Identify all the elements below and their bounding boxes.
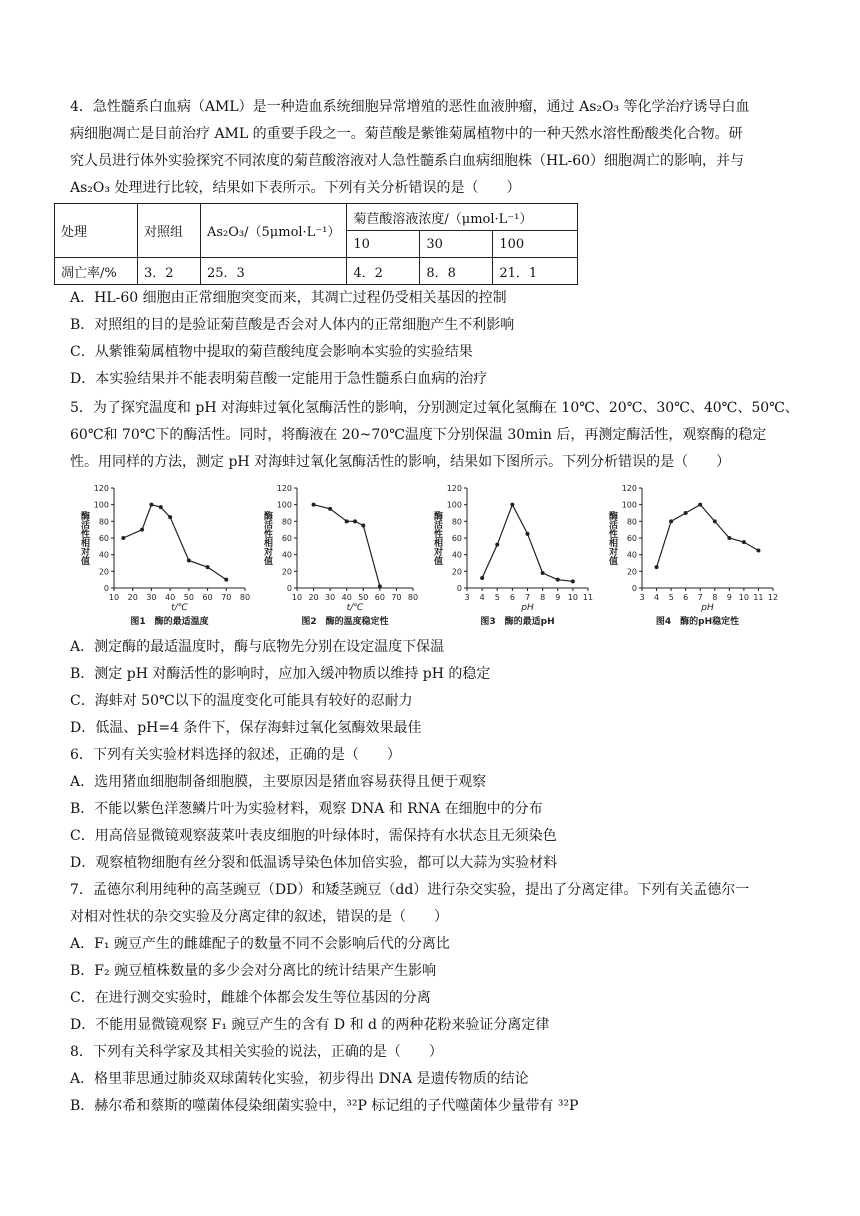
cell-control: 3．2: [138, 258, 201, 285]
q4-option-a: A．HL-60 细胞由正常细胞突变而来，其凋亡过程仍受相关基因的控制: [70, 290, 507, 306]
y-tick-label: 60: [98, 534, 109, 543]
x-tick-label: 12: [767, 593, 779, 602]
figure-3: [425, 478, 600, 637]
figure-caption: 图3 酶的最适pH: [480, 617, 555, 627]
y-tick-label: 20: [281, 567, 292, 577]
data-point: [206, 565, 210, 569]
cell-conc-30: 8．8: [420, 258, 493, 285]
q7-stem-line-2: 对相对性状的杂交实验及分离定律的叙述，错误的是（ ）: [70, 909, 448, 925]
y-tick-label: 80: [626, 517, 637, 527]
x-tick-label: 5: [494, 593, 500, 602]
header-concentration: 菊苣酸溶液浓度/（μmol·L⁻¹）: [347, 204, 578, 231]
x-tick-label: 7: [697, 593, 703, 602]
q4-option-b: B．对照组的目的是验证菊苣酸是否会对人体内的正常细胞产生不利影响: [70, 317, 515, 333]
data-point: [756, 549, 760, 553]
x-tick-label: 11: [582, 593, 594, 602]
q5-option-d: D．低温、pH=4 条件下，保存海蚌过氧化氢酶效果最佳: [70, 720, 422, 736]
q4-stem-line-4: As₂O₃ 处理进行比较，结果如下表所示。下列有关分析错误的是（ ）: [70, 180, 521, 196]
data-point: [556, 578, 560, 582]
q7-option-c: C．在进行测交实验时，雌雄个体都会发生等位基因的分离: [70, 990, 431, 1006]
y-tick-label: 120: [276, 484, 292, 493]
x-tick-label: 8: [540, 593, 546, 602]
y-tick-label: 120: [446, 484, 462, 493]
x-tick-label: 20: [308, 593, 319, 602]
x-tick-label: 80: [407, 593, 419, 602]
conc-30: 30: [420, 231, 493, 258]
x-tick-label: 10: [291, 593, 303, 602]
cell-conc-100: 21．1: [493, 258, 578, 285]
x-tick-label: 30: [325, 593, 336, 602]
figure-4: [600, 478, 785, 637]
results-table: [54, 203, 578, 285]
data-point: [510, 503, 514, 507]
data-point: [495, 543, 499, 547]
series-line: [123, 505, 226, 580]
y-tick-label: 40: [98, 550, 109, 560]
q5-stem-line-3: 性。用同样的方法，测定 pH 对海蚌过氧化氢酶活性的影响，结果如下图所示。下列分析错误的是（ ）: [70, 454, 731, 470]
y-tick-label: 20: [98, 567, 109, 577]
data-point: [140, 528, 144, 532]
header-treatment: 处理: [55, 204, 138, 258]
x-tick-label: 40: [341, 593, 352, 602]
y-tick-label: 60: [451, 534, 462, 543]
q6-stem: 6．下列有关实验材料选择的叙述，正确的是（ ）: [70, 747, 401, 763]
header-control: 对照组: [138, 204, 201, 258]
q5-stem-line-1: 5．为了探究温度和 pH 对海蚌过氧化氢酶活性的影响，分别测定过氧化氢酶在 10℃、20℃、30℃、40℃、50℃、: [70, 400, 799, 416]
q7-option-a: A．F₁ 豌豆产生的雌雄配子的数量不同不会影响后代的分离比: [70, 936, 450, 952]
q4-stem-line-2: 病细胞凋亡是目前治疗 AML 的重要手段之一。菊苣酸是紫锥菊属植物中的一种天然水溶性酚酸类化合物。研: [70, 126, 743, 142]
x-tick-label: 30: [146, 593, 157, 602]
y-tick-label: 40: [451, 550, 462, 560]
figure-caption: 图4 酶的pH稳定性: [655, 617, 740, 627]
y-tick-label: 0: [286, 584, 292, 593]
figure-caption: 图2 酶的温度稳定性: [301, 617, 389, 627]
x-tick-label: 6: [683, 593, 689, 602]
q8-option-b: B．赫尔希和蔡斯的噬菌体侵染细菌实验中，³²P 标记组的子代噬菌体少量带有 ³²P: [70, 1098, 579, 1114]
series-line: [314, 505, 380, 587]
x-axis-label: t/℃: [346, 603, 364, 613]
x-tick-label: 70: [391, 593, 402, 602]
x-tick-label: 3: [464, 593, 470, 602]
y-axis-label: 酶活性相对值: [262, 511, 272, 565]
conc-100: 100: [493, 231, 578, 258]
q8-option-a: A．格里菲思通过肺炎双球菌转化实验，初步得出 DNA 是遗传物质的结论: [70, 1071, 529, 1087]
y-tick-label: 120: [621, 484, 637, 493]
data-point: [713, 519, 717, 523]
x-tick-label: 5: [668, 593, 674, 602]
x-tick-label: 6: [509, 593, 515, 602]
header-as2o3: As₂O₃/（5μmol·L⁻¹）: [201, 204, 347, 258]
data-point: [541, 571, 545, 575]
y-tick-label: 40: [281, 550, 292, 560]
q7-option-b: B．F₂ 豌豆植株数量的多少会对分离比的统计结果产生影响: [70, 963, 437, 979]
x-tick-label: 4: [479, 593, 485, 602]
data-point: [669, 519, 673, 523]
x-axis-label: t/℃: [171, 603, 188, 613]
data-point: [655, 565, 659, 569]
data-point: [328, 507, 332, 511]
x-tick-label: 40: [165, 593, 176, 602]
data-point: [159, 505, 163, 509]
data-point: [345, 519, 349, 523]
x-tick-label: 50: [183, 593, 194, 602]
x-tick-label: 60: [374, 593, 385, 602]
data-point: [353, 519, 357, 523]
q5-option-a: A．测定酶的最适温度时，酶与底物先分别在设定温度下保温: [70, 639, 445, 655]
y-tick-label: 100: [446, 500, 462, 510]
x-tick-label: 4: [654, 593, 660, 602]
x-tick-label: 9: [726, 593, 732, 602]
data-point: [571, 579, 575, 583]
q6-option-a: A．选用猪血细胞制备细胞膜，主要原因是猪血容易获得且便于观察: [70, 774, 487, 790]
q4-option-c: C．从紫锥菊属植物中提取的菊苣酸纯度会影响本实验的实验结果: [70, 344, 473, 360]
data-point: [121, 536, 125, 540]
cell-conc-10: 4．2: [347, 258, 420, 285]
x-tick-label: 3: [639, 593, 645, 602]
q5-stem-line-2: 60℃和 70℃下的酶活性。同时，将酶液在 20~70℃温度下分别保温 30min 后，再测定酶活性，观察酶的稳定: [70, 427, 767, 443]
data-point: [526, 532, 530, 536]
y-tick-label: 100: [621, 500, 637, 510]
series-line: [482, 505, 573, 582]
q4-option-d: D．本实验结果并不能表明菊苣酸一定能用于急性髓系白血病的治疗: [70, 371, 488, 387]
data-point: [727, 536, 731, 540]
q5-option-b: B．测定 pH 对酶活性的影响时，应加入缓冲物质以维持 pH 的稳定: [70, 666, 491, 682]
x-tick-label: 50: [358, 593, 369, 602]
y-tick-label: 80: [98, 517, 109, 527]
cell-as2o3: 25．3: [201, 258, 347, 285]
x-tick-label: 11: [753, 593, 764, 602]
q6-option-c: C．用高倍显微镜观察菠菜叶表皮细胞的叶绿体时，需保持有水状态且无须染色: [70, 828, 557, 844]
x-axis-label: pH: [701, 603, 714, 613]
y-tick-label: 100: [276, 500, 292, 510]
figure-2: [255, 478, 425, 637]
series-line: [657, 505, 759, 568]
q4-stem-line-1: 4．急性髓系白血病（AML）是一种造血系统细胞异常增殖的恶性血液肿瘤，通过 As₂O₃ 等化学治疗诱导白血: [70, 99, 750, 115]
q6-option-b: B．不能以紫色洋葱鳞片叶为实验材料，观察 DNA 和 RNA 在细胞中的分布: [70, 801, 543, 817]
data-point: [149, 503, 153, 507]
data-point: [168, 515, 172, 519]
x-tick-label: 60: [202, 593, 213, 602]
data-point: [224, 578, 228, 582]
q5-option-c: C．海蚌对 50℃以下的温度变化可能具有较好的忍耐力: [70, 693, 413, 709]
x-tick-label: 7: [524, 593, 531, 602]
data-point: [378, 584, 382, 588]
x-tick-label: 70: [221, 593, 232, 602]
x-tick-label: 10: [567, 593, 578, 602]
data-point: [698, 503, 702, 507]
y-tick-label: 100: [93, 500, 109, 510]
figure-1: [72, 478, 257, 637]
y-axis-label: 酶活性相对值: [432, 511, 442, 565]
y-tick-label: 60: [626, 534, 637, 543]
conc-10: 10: [347, 231, 420, 258]
x-tick-label: 20: [127, 593, 138, 602]
y-axis-label: 酶活性相对值: [79, 511, 89, 565]
y-tick-label: 80: [281, 517, 292, 527]
q7-option-d: D．不能用显微镜观察 F₁ 豌豆产生的含有 D 和 d 的两种花粉来验证分离定律: [70, 1017, 550, 1033]
data-point: [742, 540, 746, 544]
figure-caption: 图1 酶的最适温度: [130, 617, 209, 627]
q6-option-d: D．观察植物细胞有丝分裂和低温诱导染色体加倍实验，都可以大蒜为实验材料: [70, 855, 558, 871]
y-tick-label: 20: [626, 567, 637, 577]
data-point: [361, 524, 365, 528]
y-tick-label: 80: [451, 517, 462, 527]
y-tick-label: 0: [631, 584, 637, 593]
q8-stem: 8．下列有关科学家及其相关实验的说法，正确的是（ ）: [70, 1044, 443, 1060]
y-tick-label: 0: [456, 584, 462, 593]
y-tick-label: 0: [103, 584, 109, 593]
x-tick-label: 10: [738, 593, 749, 602]
row-label-apoptosis: 凋亡率/%: [55, 258, 138, 285]
y-tick-label: 40: [626, 550, 637, 560]
x-tick-label: 9: [555, 593, 561, 602]
x-tick-label: 80: [239, 593, 251, 602]
y-tick-label: 20: [451, 567, 462, 577]
data-point: [480, 576, 484, 580]
y-tick-label: 60: [281, 534, 292, 543]
q4-stem-line-3: 究人员进行体外实验探究不同浓度的菊苣酸溶液对人急性髓系白血病细胞株（HL-60）细胞凋亡的影响，并与: [70, 153, 745, 169]
data-point: [312, 503, 316, 507]
y-tick-label: 120: [93, 484, 109, 493]
x-tick-label: 8: [712, 593, 718, 602]
x-axis-label: pH: [521, 603, 534, 613]
data-point: [187, 559, 191, 563]
y-axis-label: 酶活性相对值: [607, 511, 617, 565]
q7-stem-line-1: 7．孟德尔利用纯种的高茎豌豆（DD）和矮茎豌豆（dd）进行杂交实验，提出了分离定律。下列有关孟德尔一: [70, 882, 750, 898]
data-point: [684, 511, 688, 515]
x-tick-label: 10: [108, 593, 120, 602]
